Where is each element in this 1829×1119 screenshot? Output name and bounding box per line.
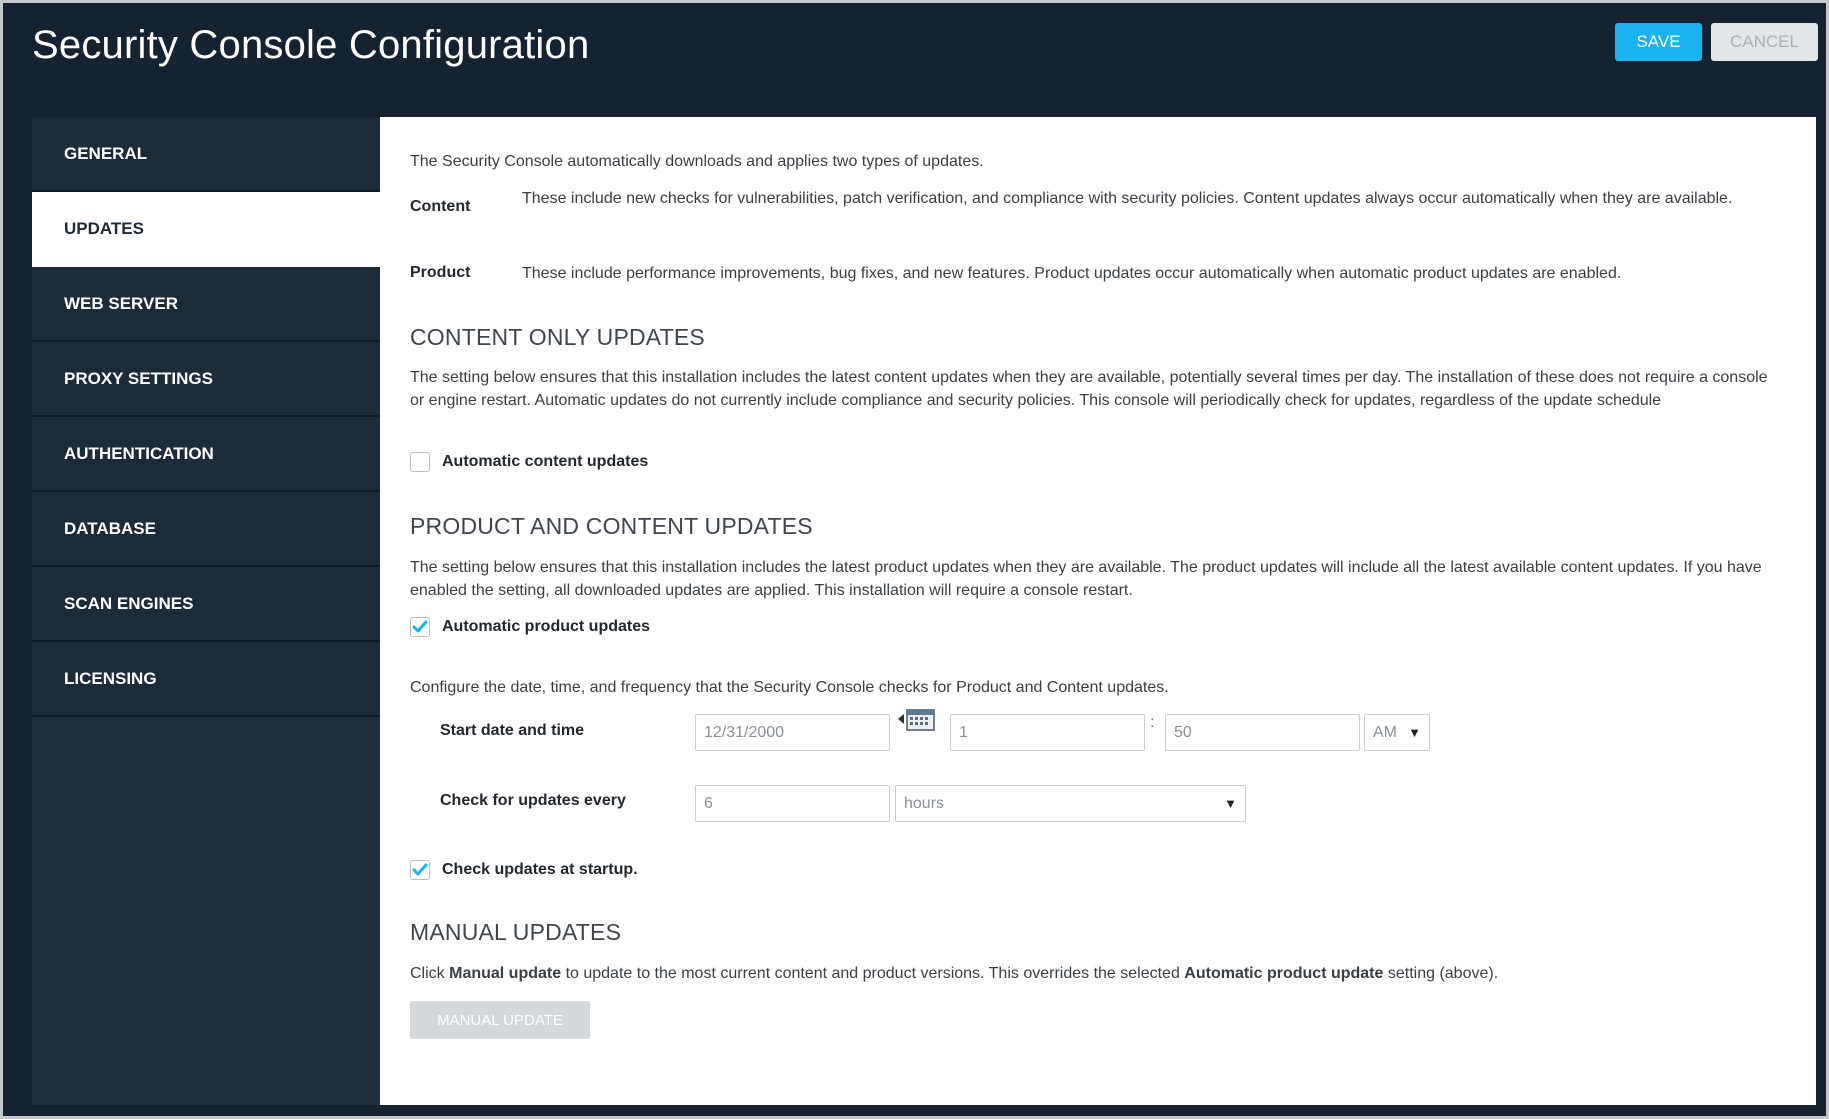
check-at-startup-label: Check updates at startup. [442,861,638,878]
product-and-content-description: The setting below ensures that this installation includes the latest product updates when they are available. The product updates will include all the latest available content updates. If you have enabled the setting, all downloaded updates are applied. This installation will require a console restart. [410,559,1762,599]
sidebar-nav [32,117,380,1105]
automatic-product-updates-label: Automatic product updates [442,618,651,635]
caret-down-icon: ▼ [1408,725,1421,740]
sidebar-item-updates[interactable]: UPDATES [32,192,380,267]
manual-updates-heading: MANUAL UPDATES [410,919,622,945]
calendar-icon [896,706,936,732]
interval-unit-value: hours [904,794,945,812]
automatic-content-updates-row [410,452,648,472]
cancel-button[interactable]: CANCEL [1711,23,1818,61]
start-date-time-label: Start date and time [440,722,585,739]
manual-updates-description [410,963,1780,986]
check-icon [412,863,428,877]
check-interval-input[interactable] [695,785,890,822]
automatic-product-update-emphasis: Automatic product update [1184,965,1384,982]
start-hour-input[interactable] [950,714,1145,751]
manual-update-emphasis: Manual update [449,965,562,982]
check-at-startup-checkbox[interactable] [410,860,430,880]
updates-panel [380,117,1816,1105]
content-description: These include new checks for vulnerabilities, patch verification, and compliance with security policies. Content updates always occur automatically when they are available. [522,190,1733,207]
product-and-content-heading: PRODUCT AND CONTENT UPDATES [410,513,813,539]
content-only-heading: CONTENT ONLY UPDATES [410,324,705,350]
check-icon [412,620,428,634]
intro-text: The Security Console automatically downloads and applies two types of updates. [410,153,984,170]
time-separator: : [1150,714,1155,731]
schedule-description: Configure the date, time, and frequency that the Security Console checks for Product and Content updates. [410,679,1169,696]
caret-down-icon: ▼ [1224,796,1237,811]
sidebar-item-web-server[interactable]: WEB SERVER [32,267,380,342]
sidebar-item-authentication[interactable]: AUTHENTICATION [32,417,380,492]
start-date-input[interactable] [695,714,890,751]
product-description: These include performance improvements, bug fixes, and new features. Product updates occur automatically when automatic product updates are enabled. [522,265,1622,282]
sidebar-item-licensing[interactable]: LICENSING [32,642,380,717]
sidebar-item-scan-engines[interactable]: SCAN ENGINES [32,567,380,642]
automatic-product-updates-row [410,617,650,637]
content-only-description: The setting below ensures that this installation includes the latest content updates when they are available, potentially several times per day. The installation of these does not require a console or engine restart. Automatic updates do not currently include compliance and security policies. This console will periodically check for updates, regardless of the update schedule [410,369,1768,409]
save-button[interactable]: SAVE [1615,23,1702,61]
ampm-value: AM [1373,723,1397,741]
manual-update-button[interactable]: MANUAL UPDATE [410,1001,590,1039]
manual-text-part: setting (above). [1383,965,1499,982]
product-term: Product [410,264,471,281]
check-at-startup-row [410,860,638,880]
automatic-product-updates-checkbox[interactable] [410,617,430,637]
sidebar-item-proxy-settings[interactable]: PROXY SETTINGS [32,342,380,417]
manual-text-part: to update to the most current content and product versions. This overrides the selected [561,965,1185,982]
check-interval-label: Check for updates every [440,792,626,809]
content-term: Content [410,198,471,215]
automatic-content-updates-checkbox[interactable] [410,452,430,472]
sidebar-item-database[interactable]: DATABASE [32,492,380,567]
ampm-select[interactable] [1364,714,1430,751]
manual-text-part: Click [410,965,450,982]
automatic-content-updates-label: Automatic content updates [442,453,649,470]
interval-unit-select[interactable] [895,785,1246,822]
start-minute-input[interactable] [1165,714,1360,751]
date-picker-button[interactable] [896,706,936,732]
sidebar-item-general[interactable]: GENERAL [32,117,380,192]
page-title: Security Console Configuration [32,23,590,67]
